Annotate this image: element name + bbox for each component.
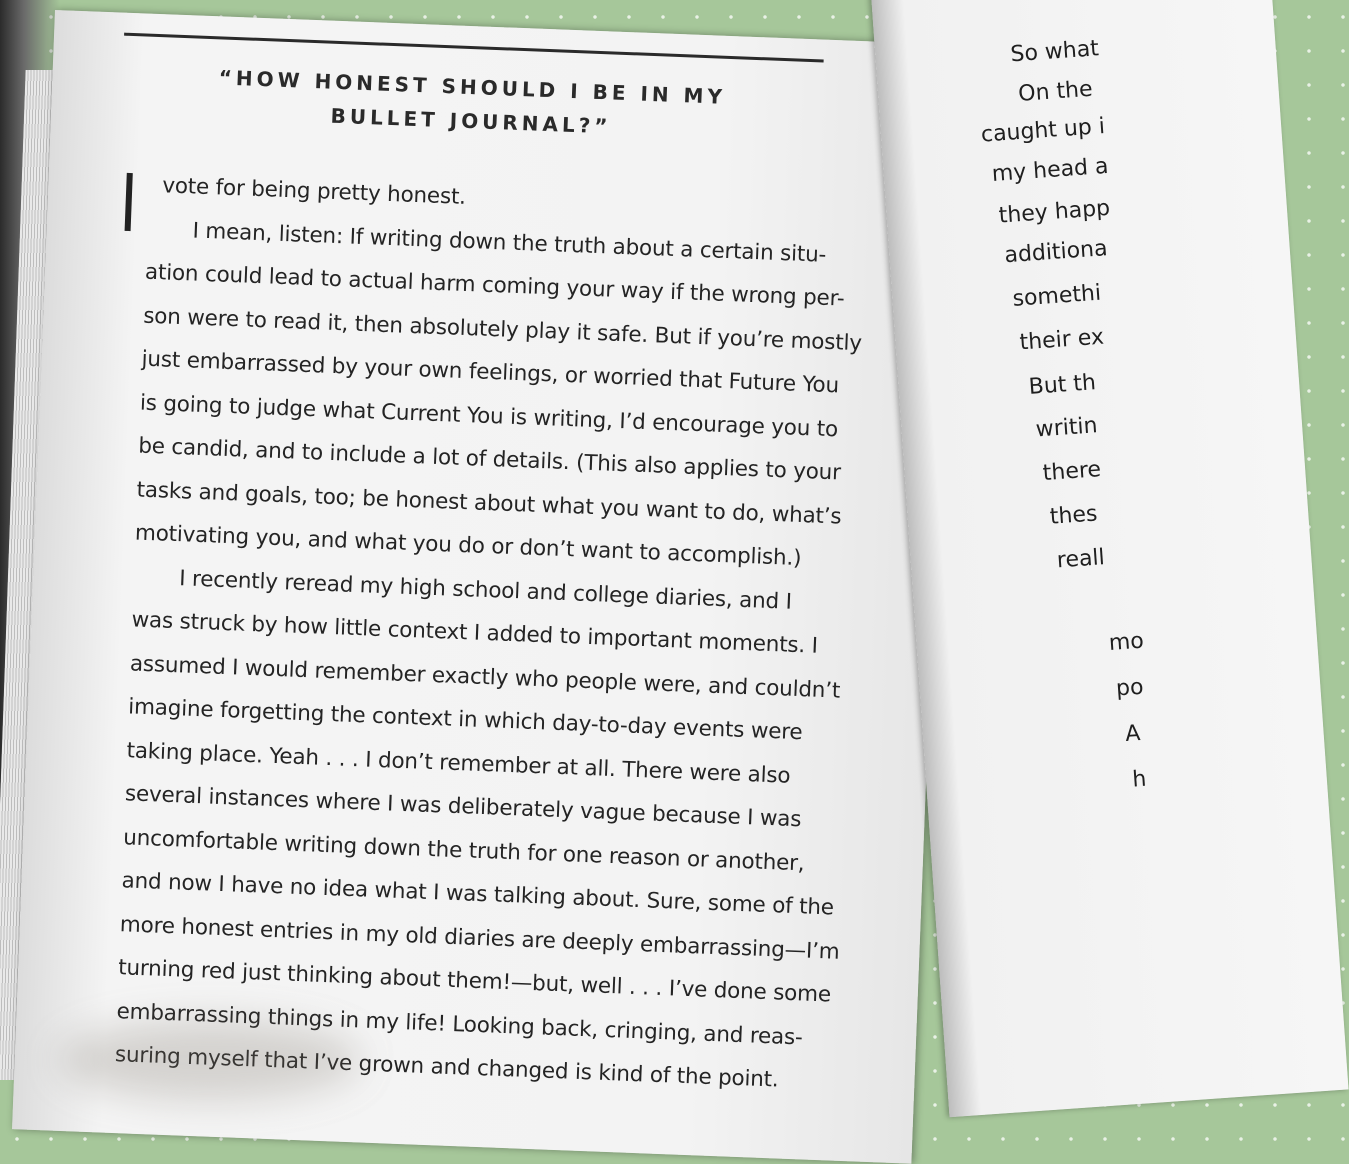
right-text-line: A (1124, 721, 1142, 748)
left-book-page (12, 10, 954, 1164)
text-line: just embarrassed by your own feelings, or worried that Future You (141, 346, 840, 399)
right-text-line: But th (1027, 370, 1097, 400)
right-text-line: writin (1034, 413, 1099, 443)
text-line: several instances where I was deliberately vague because I was (124, 781, 802, 833)
heading-line: BULLET JOURNAL?” (330, 103, 612, 139)
right-text-line: additiona (1003, 236, 1109, 269)
text-line: son were to read it, then absolutely play it safe. But if you’re mostly (142, 303, 863, 356)
text-line: is going to judge what Current You is writing, I’d encourage you to (139, 390, 839, 442)
right-text-line: reall (1056, 545, 1106, 574)
text-line: more honest entries in my old diaries are deeply embarrassing—I’m (119, 911, 840, 965)
right-text-line: po (1115, 674, 1145, 702)
right-text-line: mo (1107, 628, 1145, 656)
body-text (114, 164, 863, 1103)
right-text-line: caught up i (980, 114, 1106, 148)
text-line: uncomfortable writing down the truth for one reason or another, (122, 824, 805, 876)
text-line: assumed I would remember exactly who people were, and couldn’t (129, 650, 841, 704)
text-line: ation could lead to actual harm coming your way if the wrong per- (144, 259, 845, 312)
heading-line: “HOW HONEST SHOULD I BE IN MY (218, 65, 727, 109)
text-line: motivating you, and what you do or don’t want to accomplish.) (134, 520, 802, 572)
text-line: and now I have no idea what I was talking about. Sure, some of the (121, 868, 835, 921)
text-line: taking place. Yeah . . . I don’t remember at all. There were also (126, 737, 791, 789)
photo-shadow-blur (60, 1020, 360, 1100)
section-heading (161, 58, 783, 150)
right-text-line: So what (1009, 36, 1100, 68)
right-text-line: there (1041, 457, 1102, 487)
text-line: vote for being pretty honest. (161, 173, 467, 210)
right-text-line: On the (1017, 76, 1094, 107)
text-line: be candid, and to include a lot of details. (This also applies to your (137, 433, 842, 486)
top-rule (124, 33, 824, 63)
drop-cap-i (125, 173, 133, 231)
text-line: imagine forgetting the context in which day-to-day events were (127, 694, 803, 746)
text-line: embarrassing things in my life! Looking back, cringing, and reas- (116, 998, 804, 1050)
text-line: was struck by how little context I added to important moments. I (131, 607, 819, 659)
text-line: turning red just thinking about them!—but, well . . . I’ve done some (117, 955, 832, 1008)
text-line: I recently reread my high school and college diaries, and I (178, 565, 793, 615)
right-book-page (870, 0, 1349, 1117)
right-text-line: my head a (990, 153, 1110, 187)
right-text-line: they happ (997, 195, 1111, 229)
text-line: suring myself that I’ve grown and changed is kind of the point. (114, 1042, 779, 1093)
right-text-line: thes (1049, 501, 1099, 530)
right-text-line: somethi (1011, 280, 1102, 312)
right-text-line: h (1131, 766, 1148, 793)
right-text-line: their ex (1018, 324, 1105, 356)
text-line: I mean, listen: If writing down the truth about a certain situ- (192, 217, 827, 268)
text-line: tasks and goals, too; be honest about what you want to do, what’s (136, 476, 842, 530)
